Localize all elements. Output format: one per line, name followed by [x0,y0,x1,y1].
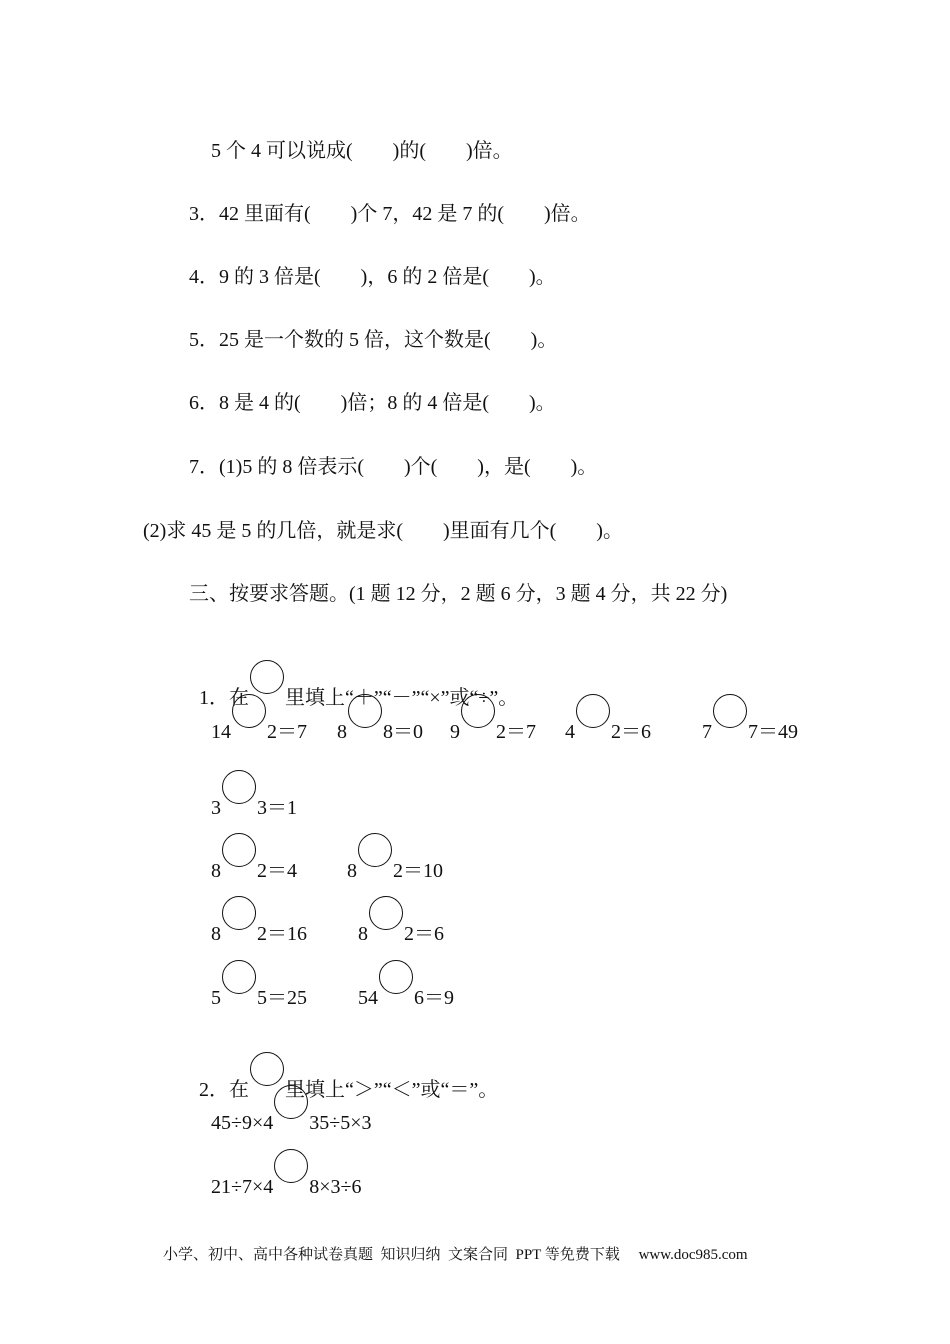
answer-circle[interactable] [461,694,495,728]
answer-circle[interactable] [222,833,256,867]
answer-circle[interactable] [222,896,256,930]
question-6: 6．8 是 4 的( )倍；8 的 4 倍是( )。 [189,392,556,414]
circle-icon [250,1052,284,1086]
answer-circle[interactable] [232,694,266,728]
answer-circle[interactable] [369,896,403,930]
q1-item: 8 2＝16 [211,908,307,949]
q1-item: 9 2＝7 [450,706,536,747]
question-3: 3．42 里面有( )个 7，42 是 7 的( )倍。 [189,203,591,225]
answer-circle[interactable] [576,694,610,728]
q2-prefix: 2．在 [199,1079,249,1101]
q1-item: 5 5＝25 [211,972,307,1013]
circle-icon [250,660,284,694]
q2-suffix: 里填上“＞”“＜”或“＝”。 [285,1079,499,1101]
q2-item: 45÷9×4 35÷5×3 [211,1097,372,1138]
answer-circle[interactable] [274,1085,308,1119]
q1-item: 8 2＝10 [347,845,443,886]
question-4: 4．9 的 3 倍是( )，6 的 2 倍是( )。 [189,266,556,288]
q1-item: 8 2＝6 [358,908,444,949]
answer-circle[interactable] [713,694,747,728]
section-3-heading: 三、按要求答题。(1 题 12 分，2 题 6 分，3 题 4 分，共 22 分) [189,583,728,605]
answer-circle[interactable] [358,833,392,867]
q2-item: 21÷7×4 8×3÷6 [211,1161,362,1202]
question-7-2: (2)求 45 是 5 的几倍，就是求( )里面有几个( )。 [143,520,623,542]
page-footer: 小学、初中、高中各种试卷真题 知识归纳 文案合同 PPT 等免费下载 www.doc985.com [163,1247,748,1263]
answer-circle[interactable] [222,770,256,804]
answer-circle[interactable] [348,694,382,728]
question-2-cont: 5 个 4 可以说成( )的( )倍。 [211,140,513,162]
q1-item: 7 7＝49 [702,706,798,747]
answer-circle[interactable] [222,960,256,994]
q1-suffix: 里填上“＋”“－”“×”或“÷”。 [285,687,519,709]
question-7-1: 7．(1)5 的 8 倍表示( )个( )，是( )。 [189,456,598,478]
question-5: 5．25 是一个数的 5 倍，这个数是( )。 [189,329,558,351]
q1-item: 8 8＝0 [337,706,423,747]
answer-circle[interactable] [379,960,413,994]
q1-item: 4 2＝6 [565,706,651,747]
q1-item: 3 3＝1 [211,782,297,823]
q2-heading [189,1034,498,1105]
q1-item: 8 2＝4 [211,845,297,886]
q1-item: 54 6＝9 [358,972,454,1013]
answer-circle[interactable] [274,1149,308,1183]
q1-prefix: 1．在 [199,687,249,709]
q1-item: 14 2＝7 [211,706,307,747]
